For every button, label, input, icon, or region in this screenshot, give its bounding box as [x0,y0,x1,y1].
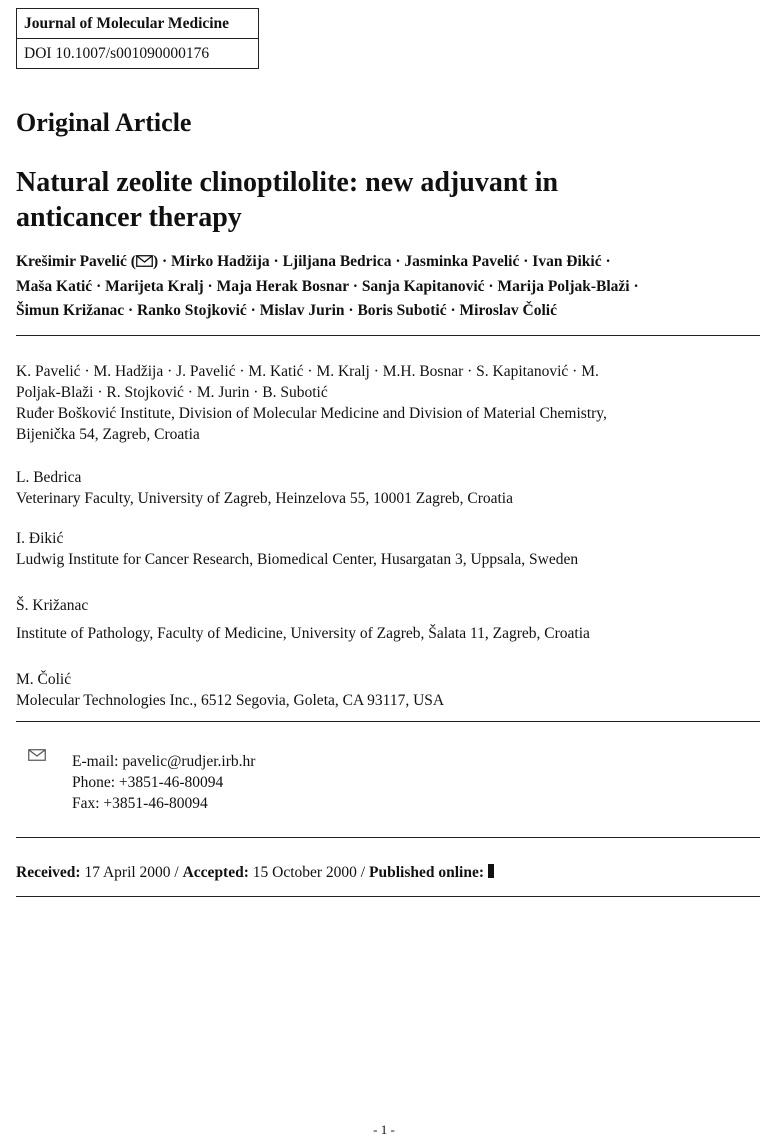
affiliation-names: M. Čolić [16,671,72,688]
divider-dates-top [16,837,760,838]
envelope-icon [28,749,46,761]
corresponding-author: Krešimir Pavelić [16,253,127,270]
divider-top [16,335,760,336]
affiliation-molecular-technologies [16,669,756,711]
page-number: - 1 - [373,1122,395,1137]
received-date: 17 April 2000 / [80,864,183,881]
title-line-1: Natural zeolite clinoptilolite: new adjuvant in [16,167,559,198]
affiliation-names: Š. Križanac [16,597,89,614]
author-line-1-rest: · Mirko Hadžija · Ljiljana Bedrica · Jasminka Pavelić · Ivan Đikić · [158,253,611,270]
contact-email: E-mail: pavelic@rudjer.irb.hr [72,753,256,770]
published-online-placeholder [488,864,494,878]
envelope-icon [136,255,153,267]
publication-dates [16,864,494,882]
affiliation-names: Poljak-Blaži · R. Stojković · M. Jurin · B. Subotić [16,384,328,401]
affiliation-address: Molecular Technologies Inc., 6512 Segovia, Goleta, CA 93117, USA [16,692,445,709]
affiliation-ludwig [16,528,756,570]
title-line-2: anticancer therapy [16,202,242,233]
affiliation-rudjer [16,361,756,445]
accepted-label: Accepted: [182,864,249,881]
affiliation-address: Ruđer Bošković Institute, Division of Molecular Medicine and Division of Material Chemistry, [16,405,607,422]
affiliation-veterinary [16,467,756,509]
affiliation-pathology [16,595,756,644]
affiliation-names: K. Pavelić · M. Hadžija · J. Pavelić · M. Katić · M. Kralj · M.H. Bosnar · S. Kapitanović · M. [16,363,599,380]
journal-name: Journal of Molecular Medicine [17,9,258,39]
affiliation-address: Institute of Pathology, Faculty of Medicine, University of Zagreb, Šalata 11, Zagreb, Croatia [16,625,590,642]
received-label: Received: [16,864,81,881]
divider-middle [16,721,760,722]
article-title [16,165,716,235]
author-line-2: Maša Katić · Marijeta Kralj · Maja Herak Bosnar · Sanja Kapitanović · Marija Poljak-Blaži · [16,277,639,295]
journal-info-box [16,8,259,69]
affiliation-address: Ludwig Institute for Cancer Research, Biomedical Center, Husargatan 3, Uppsala, Sweden [16,551,579,568]
section-label: Original Article [16,108,192,137]
affiliation-address: Bijenička 54, Zagreb, Croatia [16,426,200,443]
author-line-3: Šimun Križanac · Ranko Stojković · Mislav Jurin · Boris Subotić · Miroslav Čolić [16,302,557,319]
contact-fax: Fax: +3851-46-80094 [72,795,208,812]
affiliation-names: I. Đikić [16,530,64,547]
published-online-label: Published online: [369,864,484,881]
divider-dates-bottom [16,896,760,897]
author-list [16,250,756,324]
affiliation-address: Veterinary Faculty, University of Zagreb, Heinzelova 55, 10001 Zagreb, Croatia [16,490,513,507]
journal-doi: DOI 10.1007/s001090000176 [24,45,210,62]
contact-info [72,751,255,814]
author-line-1: Krešimir Pavelić ( ) · Mirko Hadžija · Ljiljana Bedrica · Jasminka Pavelić · Ivan Đikić · [16,253,611,270]
affiliation-names: L. Bedrica [16,469,82,486]
accepted-date: 15 October 2000 / [248,864,369,881]
contact-phone: Phone: +3851-46-80094 [72,774,224,791]
